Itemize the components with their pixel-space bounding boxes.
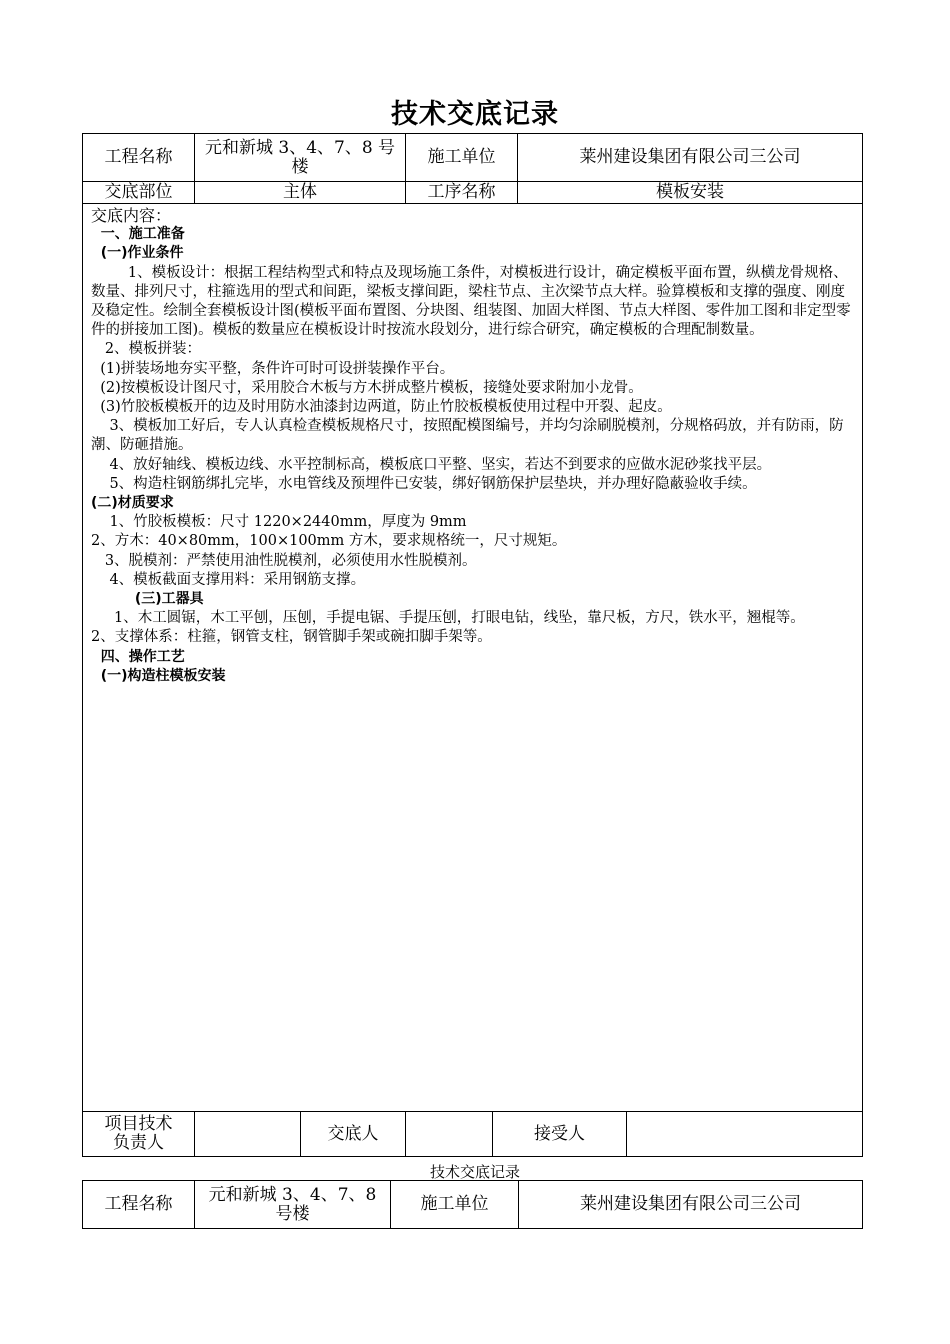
disclosure-content bbox=[83, 204, 863, 1112]
disclosure-part-value: 主体 bbox=[195, 182, 406, 204]
content-paragraph: 1、木工圆锯，木工平刨，压刨，手提电锯、手提压刨，打眼电钻，线坠，靠尺板，方尺，铁水平，翘棍等。 bbox=[91, 610, 805, 627]
page-title: 技术交底记录 bbox=[391, 99, 559, 130]
content-label: 交底内容： bbox=[91, 206, 172, 225]
section-heading: 四、操作工艺 bbox=[91, 648, 185, 665]
section-heading: (三)工器具 bbox=[91, 591, 204, 608]
tech-lead-signature bbox=[195, 1112, 301, 1157]
page2-title: 技术交底记录 bbox=[429, 1163, 520, 1181]
disclosure-record-table bbox=[82, 133, 863, 1157]
page2-construction-unit-label: 施工单位 bbox=[391, 1181, 519, 1229]
content-paragraph: 4、放好轴线、模板边线、水平控制标高，模板底口平整、坚实，若达不到要求的应做水泥砂浆找平层。 bbox=[91, 456, 772, 473]
project-name-value: 元和新城 3、4、7、8 号楼 bbox=[195, 134, 406, 182]
content-lines bbox=[91, 225, 856, 686]
content-paragraph: 3、脱模剂：严禁使用油性脱模剂，必须使用水性脱模剂。 bbox=[91, 552, 477, 569]
page2-project-name-value: 元和新城 3、4、7、8 号楼 bbox=[195, 1181, 391, 1229]
content-paragraph: 2、支撑体系：柱箍，钢管支柱，钢管脚手架或碗扣脚手架等。 bbox=[91, 629, 492, 646]
section-heading: 一、施工准备 bbox=[91, 226, 185, 243]
tech-lead-label: 项目技术负责人 bbox=[83, 1112, 195, 1157]
content-paragraph: (3)竹胶板模板开的边及时用防水油漆封边两道，防止竹胶板模板使用过程中开裂、起皮。 bbox=[91, 399, 672, 416]
construction-unit-label: 施工单位 bbox=[406, 134, 518, 182]
section-heading: (一)构造柱模板安装 bbox=[91, 667, 226, 684]
content-paragraph: 2、模板拼装： bbox=[91, 341, 202, 358]
section-heading: (一)作业条件 bbox=[91, 245, 184, 262]
content-paragraph: 4、模板截面支撑用料：采用钢筋支撑。 bbox=[91, 571, 366, 588]
discloser-label: 交底人 bbox=[301, 1112, 406, 1157]
content-paragraph: 2、方木：40×80mm，100×100mm 方木，要求规格统一，尺寸规矩。 bbox=[91, 533, 567, 550]
project-name-label: 工程名称 bbox=[83, 134, 195, 182]
page2-header-table bbox=[82, 1180, 863, 1229]
construction-unit-value: 莱州建设集团有限公司三公司 bbox=[518, 134, 863, 182]
content-paragraph: 5、构造柱钢筋绑扎完毕，水电管线及预埋件已安装，绑好钢筋保护层垫块，并办理好隐蔽验收手续。 bbox=[91, 475, 757, 492]
content-paragraph: (1)拼装场地夯实平整，条件许可时可设拼装操作平台。 bbox=[91, 360, 455, 377]
discloser-signature bbox=[406, 1112, 493, 1157]
process-name-label: 工序名称 bbox=[406, 182, 518, 204]
receiver-label: 接受人 bbox=[493, 1112, 627, 1157]
page2-construction-unit-value: 莱州建设集团有限公司三公司 bbox=[519, 1181, 863, 1229]
process-name-value: 模板安装 bbox=[518, 182, 863, 204]
section-heading: (二)材质要求 bbox=[91, 495, 174, 512]
disclosure-part-label: 交底部位 bbox=[83, 182, 195, 204]
content-paragraph: 1、竹胶板模板：尺寸 1220×2440mm，厚度为 9mm bbox=[91, 514, 467, 531]
content-paragraph: 3、模板加工好后，专人认真检查模板规格尺寸，按照配模图编号，并均匀涂刷脱模剂，分规格码放，并有防雨，防潮、防砸措施。 bbox=[91, 418, 844, 454]
receiver-signature bbox=[627, 1112, 863, 1157]
content-paragraph: 1、模板设计：根据工程结构型式和特点及现场施工条件，对模板进行设计，确定模板平面布置，纵横龙骨规格、数量、排列尺寸，柱箍选用的型式和间距，梁板支撑间距，梁柱节点、主次梁节点大样。验算模板和支撑的强度、刚度及稳定性。绘制全套模板设计图(模板平面布置图、分块图、组装图、加固大样图、节点大样图、零件加工图和非定型零件的拼接加工图)。模板的数量应在模板设计时按流水段划分，进行综合研究，确定模板的合理配制数量。 bbox=[91, 264, 851, 339]
content-paragraph: (2)按模板设计图尺寸，采用胶合木板与方木拼成整片模板，接缝处要求附加小龙骨。 bbox=[91, 379, 643, 396]
page2-project-name-label: 工程名称 bbox=[83, 1181, 195, 1229]
